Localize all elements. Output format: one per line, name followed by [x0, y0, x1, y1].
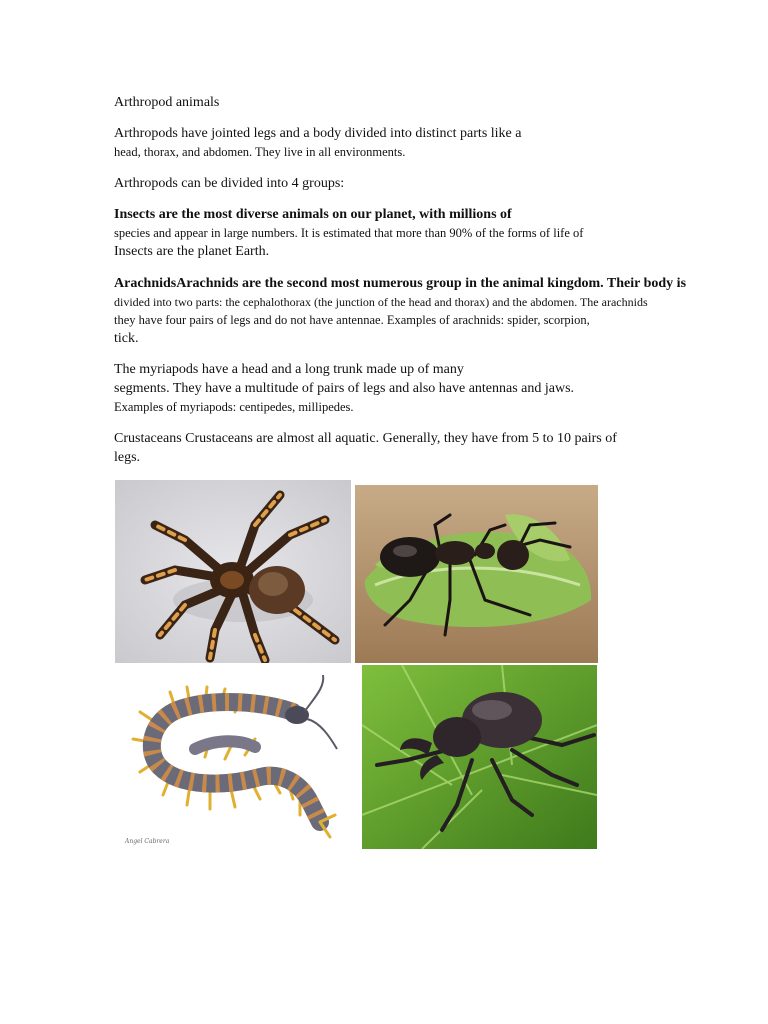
arachnids-line-3: they have four pairs of legs and do not have antennae. Examples of arachnids: spider, scorpion, [114, 313, 590, 327]
insects-line-3: Insects are the planet Earth. [114, 244, 270, 259]
crustaceans-line-1: Crustaceans Crustaceans are almost all aquatic. Generally, they have from 5 to 10 pairs of [114, 431, 617, 446]
beetle-icon [362, 665, 597, 849]
doc-title: Arthropod animals [114, 95, 220, 110]
insects-heading-line: Insects are the most diverse animals on our planet, with millions of [114, 207, 512, 222]
centipede-photo [115, 667, 357, 849]
tarantula-icon [115, 480, 351, 663]
arachnids-line-2: divided into two parts: the cephalothorax (the junction of the head and thorax) and the abdomen. The arachnids [114, 295, 648, 309]
tarantula-photo [115, 480, 351, 663]
crustaceans-line-2: legs. [114, 450, 141, 465]
beetle-photo [362, 665, 597, 849]
myriapods-line-2: segments. They have a multitude of pairs of legs and also have antennas and jaws. [114, 381, 575, 396]
arachnids-heading-line: ArachnidsArachnids are the second most numerous group in the animal kingdom. Their body is [114, 276, 687, 291]
groups-intro: Arthropods can be divided into 4 groups: [114, 176, 345, 191]
intro-line-1: Arthropods have jointed legs and a body divided into distinct parts like a [114, 126, 522, 141]
centipede-icon [115, 667, 357, 849]
artist-signature: Angel Cabrera [125, 838, 170, 845]
insects-line-2: species and appear in large numbers. It is estimated that more than 90% of the forms of life of [114, 226, 584, 240]
ant-icon [355, 485, 598, 663]
myriapods-line-3: Examples of myriapods: centipedes, millipedes. [114, 400, 354, 414]
myriapods-line-1: The myriapods have a head and a long trunk made up of many [114, 362, 464, 377]
intro-line-2: head, thorax, and abdomen. They live in all environments. [114, 145, 406, 159]
arachnids-line-4: tick. [114, 331, 139, 346]
ant-photo [355, 485, 598, 663]
